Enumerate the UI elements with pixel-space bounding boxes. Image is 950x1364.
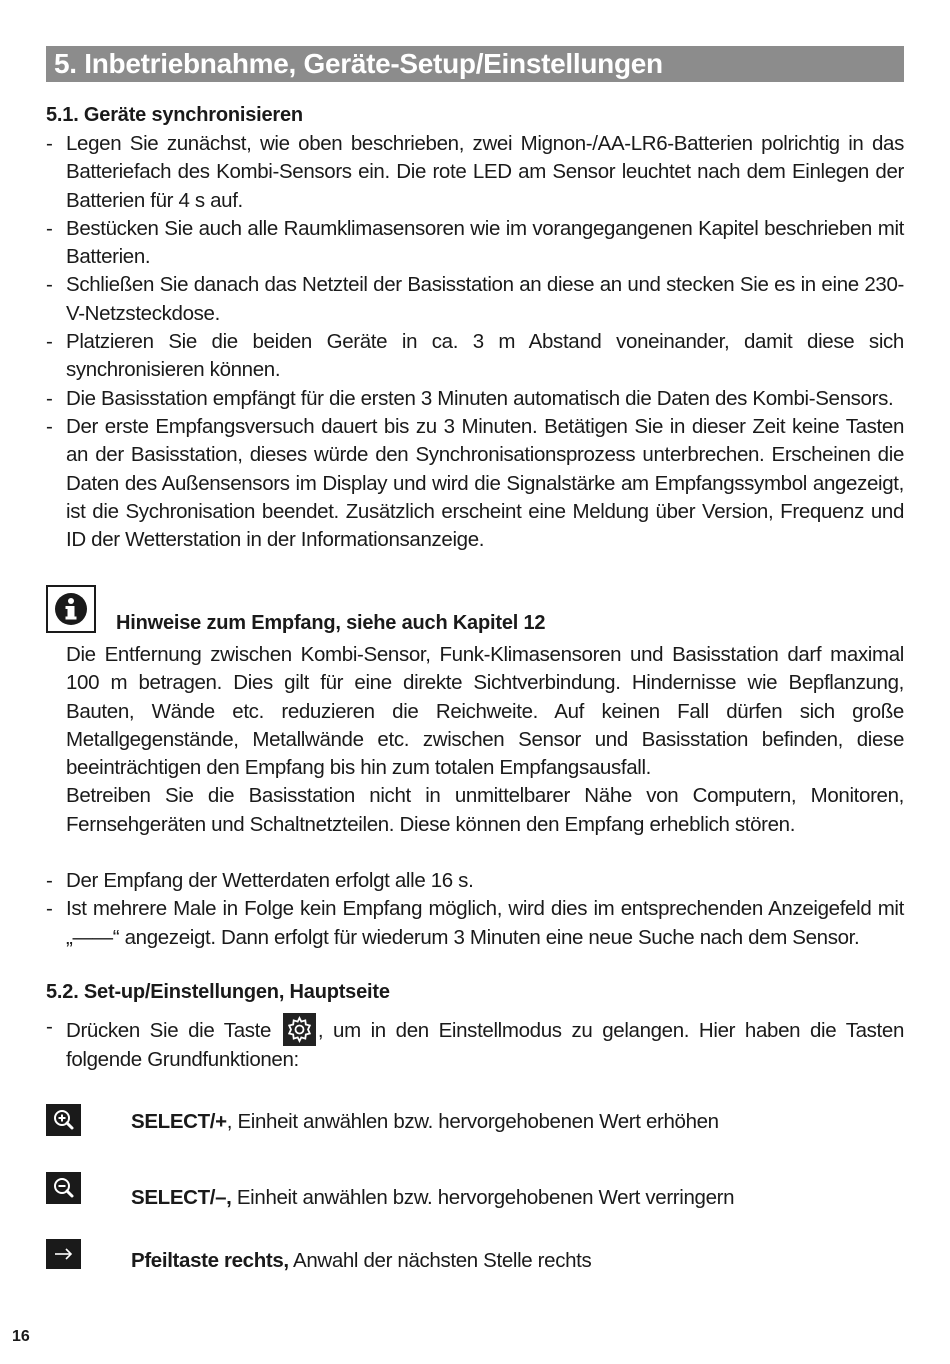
page-number: 16 bbox=[12, 1328, 30, 1345]
page-title: 5. Inbetriebnahme, Geräte-Setup/Einstellungen bbox=[54, 48, 663, 79]
list-item: - Ist mehrere Male in Folge kein Empfang möglich, wird dies im entsprechenden Anzeigefeld mit „——“ angezeigt. Dann erfolgt für wiederum 3 Minuten eine neue Suche nach dem Sensor. bbox=[46, 897, 904, 949]
gear-icon bbox=[283, 1013, 316, 1046]
zoom-in-icon bbox=[46, 1104, 81, 1136]
list-item: - Bestücken Sie auch alle Raumklimasensoren wie im vorangegangenen Kapitel beschrieben mit Batterien. bbox=[46, 216, 904, 269]
reception-list bbox=[46, 867, 904, 952]
arrow-right-icon bbox=[46, 1239, 81, 1269]
setup-list bbox=[46, 1013, 904, 1074]
note-heading: Hinweise zum Empfang, siehe auch Kapitel 12 bbox=[116, 612, 546, 634]
list-item: - Drücken Sie die Taste , um in den Einstellmodus zu gelangen. Hier haben die Tasten folgende Grundfunktionen: bbox=[46, 1015, 905, 1071]
list-item: - Legen Sie zunächst, wie oben beschrieben, zwei Mignon-/AA-LR6-Batterien polrichtig in das Batteriefach des Kombi-Sensors ein. Die rote LED am Sensor leuchtet nach dem Einlegen der Batterien für 4 s auf. bbox=[46, 132, 904, 212]
note-body bbox=[66, 641, 904, 839]
note-paragraph: Die Entfernung zwischen Kombi-Sensor, Funk-Klimasensoren und Basisstation darf maximal 100 m betragen. Dies gilt für eine direkte Sichtverbindung. Hindernisse wie Bepflanzung, Bauten, Wände etc. reduzieren die Reichweite. Auf keinen Fall dürfen sich große Metallgegenstände, Metallwände etc. zwischen Sensor und Basisstation befinden, diese beeinträchtigen den Empfang bis hin zum totalen Empfangsausfall. bbox=[66, 643, 904, 780]
section-title-bar bbox=[46, 46, 904, 82]
sync-steps-list bbox=[46, 130, 904, 554]
list-item: - Die Basisstation empfängt für die ersten 3 Minuten automatisch die Daten des Kombi-Sensors. bbox=[46, 386, 894, 410]
section-heading-5-2: 5.2. Set-up/Einstellungen, Hauptseite bbox=[46, 981, 390, 1003]
note-paragraph: Betreiben Sie die Basisstation nicht in unmittelbarer Nähe von Computern, Monitoren, Fernsehgeräten und Schaltnetzteilen. Diese können den Empfang erheblich stören. bbox=[66, 784, 904, 836]
list-item: - Platzieren Sie die beiden Geräte in ca. 3 m Abstand voneinander, damit diese sich synchronisieren können. bbox=[46, 330, 904, 382]
list-item: - Der erste Empfangsversuch dauert bis zu 3 Minuten. Betätigen Sie in dieser Zeit keine Tasten an der Basisstation, dieses würde den Synchronisationsprozess unterbrechen. Erscheinen die Daten des Außensensors im Display und wird die Signalstärke am Empfangssymbol angezeigt, ist die Sychronisation beendet. Zusätzlich erscheint eine Meldung über Version, Frequenz und ID der Wetterstation in der Informationsanzeige. bbox=[46, 414, 904, 552]
list-item: - Schließen Sie danach das Netzteil der Basisstation an diese an und stecken Sie es in eine 230-V-Netzsteckdose. bbox=[46, 273, 904, 325]
key-select-minus: SELECT/–, Einheit anwählen bzw. hervorgehobenen Wert verringern bbox=[131, 1186, 735, 1209]
key-arrow-right: Pfeiltaste rechts, Anwahl der nächsten Stelle rechts bbox=[131, 1249, 592, 1272]
key-select-plus: SELECT/+, Einheit anwählen bzw. hervorgehobenen Wert erhöhen bbox=[131, 1110, 719, 1133]
list-item: - Der Empfang der Wetterdaten erfolgt alle 16 s. bbox=[46, 869, 474, 892]
zoom-out-icon bbox=[46, 1172, 81, 1204]
info-icon bbox=[46, 585, 96, 633]
section-heading-5-1: 5.1. Geräte synchronisieren bbox=[46, 104, 303, 126]
